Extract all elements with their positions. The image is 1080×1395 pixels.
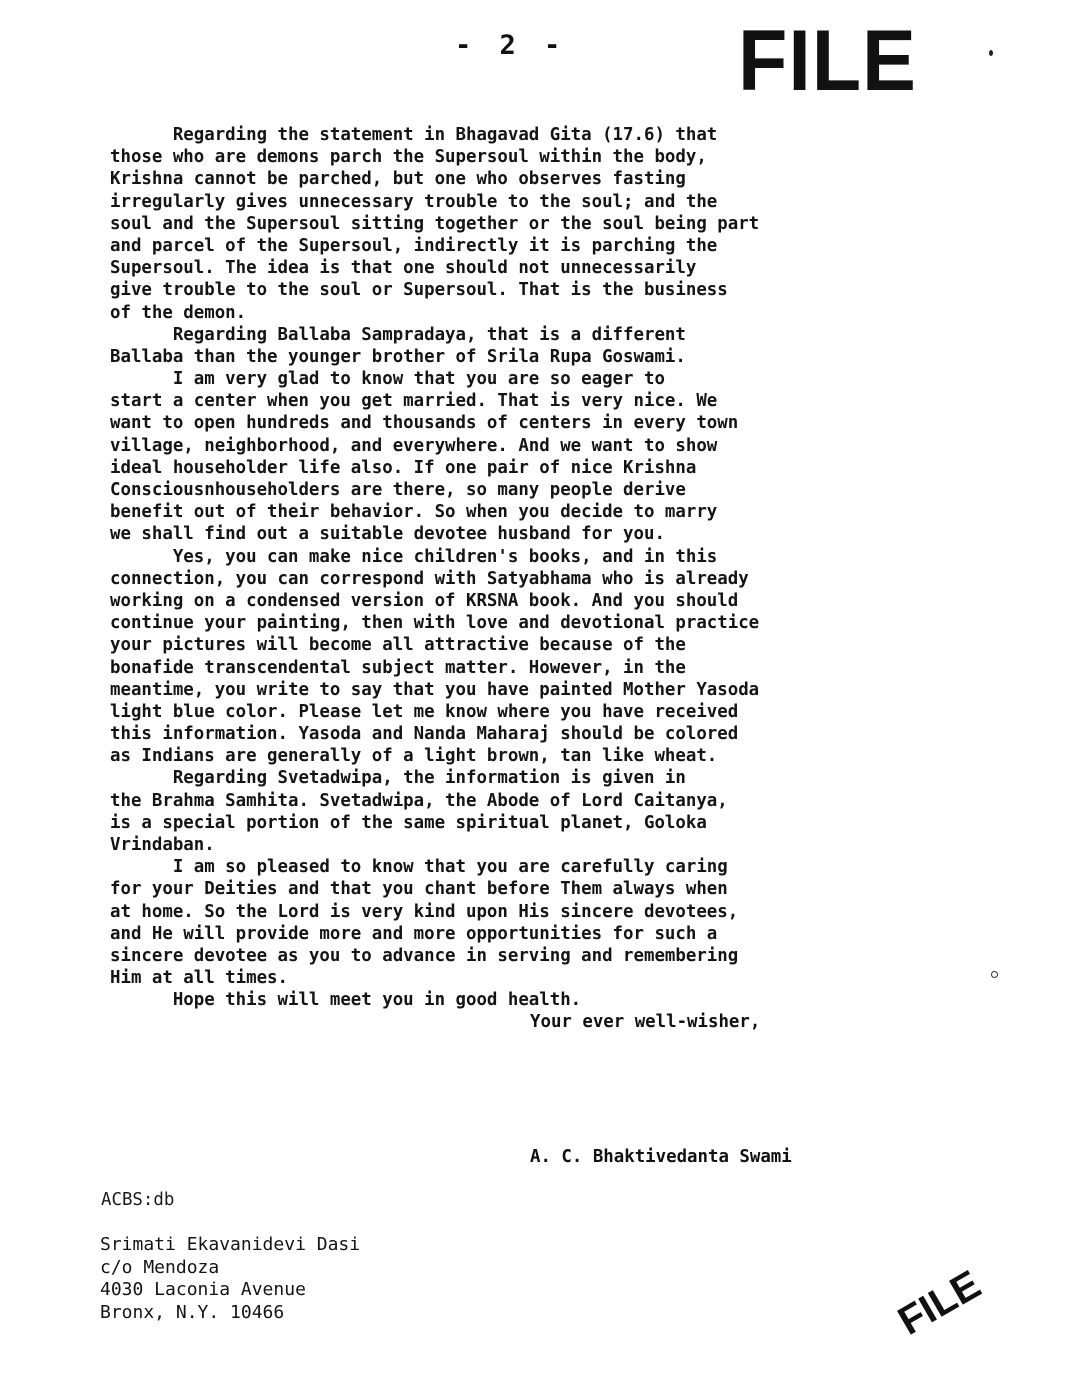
body-line: meantime, you write to say that you have painted Mother Yasoda	[110, 679, 760, 700]
body-line: soul and the Supersoul sitting together or the soul being part	[110, 213, 760, 234]
file-stamp-top: FILE	[738, 13, 917, 109]
body-line: Supersoul. The idea is that one should not unnecessarily	[110, 258, 697, 279]
body-line: bonafide transcendental subject matter. However, in the	[110, 657, 686, 678]
body-line: of the demon.	[110, 302, 247, 323]
body-line: working on a condensed version of KRSNA book. And you should	[110, 590, 739, 611]
body-line: Krishna cannot be parched, but one who observes fasting	[110, 169, 686, 190]
body-line: Regarding the statement in Bhagavad Gita (17.6) that	[110, 125, 718, 145]
body-line: irregularly gives unnecessary trouble to the soul; and the	[110, 191, 718, 212]
body-line: as Indians are generally of a light brown, tan like wheat.	[110, 746, 718, 767]
body-line: give trouble to the soul or Supersoul. That is the business	[110, 280, 728, 301]
address-line: Srimati Ekavanidevi Dasi	[100, 1234, 361, 1255]
recipient-address	[100, 1234, 360, 1324]
body-line: and He will provide more and more opportunities for such a	[110, 923, 718, 944]
body-line: connection, you can correspond with Satyabhama who is already	[110, 568, 749, 589]
body-line: continue your painting, then with love and devotional practice	[110, 613, 760, 634]
body-line: we shall find out a suitable devotee husband for you.	[110, 524, 665, 545]
speck-mark	[991, 971, 998, 978]
address-line: 4030 Laconia Avenue	[100, 1279, 306, 1300]
body-line: I am so pleased to know that you are carefully caring	[110, 857, 728, 878]
body-line: Regarding Ballaba Sampradaya, that is a different	[110, 324, 686, 345]
typist-initials: ACBS:db	[101, 1190, 175, 1210]
body-line: those who are demons parch the Supersoul within the body,	[110, 147, 707, 168]
page-number: - 2 -	[455, 30, 567, 61]
body-line: sincere devotee as you to advance in serving and remembering	[110, 945, 739, 966]
body-line: start a center when you get married. That is very nice. We	[110, 391, 718, 412]
body-line: Consciousnhouseholders are there, so many people derive	[110, 480, 686, 500]
body-line: Ballaba than the younger brother of Srila Rupa Goswami.	[110, 346, 686, 367]
body-line: this information. Yasoda and Nanda Maharaj should be colored	[110, 724, 739, 745]
body-line: village, neighborhood, and everywhere. And we want to show	[110, 435, 718, 456]
address-line: Bronx, N.Y. 10466	[100, 1301, 285, 1323]
file-stamp-bottom: FILE	[891, 1262, 989, 1344]
body-line: want to open hundreds and thousands of centers in every town	[110, 413, 739, 434]
signature-name: A. C. Bhaktivedanta Swami	[530, 1147, 792, 1167]
body-line: ideal householder life also. If one pair of nice Krishna	[110, 457, 697, 478]
letter-body	[110, 124, 970, 1012]
speck-mark	[989, 50, 993, 56]
body-line: Regarding Svetadwipa, the information is given in	[110, 768, 686, 789]
body-line: I am very glad to know that you are so eager to	[110, 369, 665, 390]
body-line: is a special portion of the same spiritual planet, Goloka	[110, 812, 707, 833]
body-line: Vrindaban.	[110, 835, 215, 855]
body-line: the Brahma Samhita. Svetadwipa, the Abode of Lord Caitanya,	[110, 790, 728, 811]
body-line: benefit out of their behavior. So when you decide to marry	[110, 502, 718, 523]
closing-line: Your ever well-wisher,	[530, 1012, 761, 1032]
address-line: c/o Mendoza	[100, 1256, 220, 1278]
body-line: at home. So the Lord is very kind upon His sincere devotees,	[110, 901, 739, 922]
body-line: Hope this will meet you in good health.	[110, 990, 582, 1011]
body-line: for your Deities and that you chant before Them always when	[110, 879, 728, 900]
body-line: Yes, you can make nice children's books, and in this	[110, 546, 718, 567]
body-line: your pictures will become all attractive because of the	[110, 635, 686, 656]
body-line: light blue color. Please let me know where you have received	[110, 701, 739, 722]
body-line: Him at all times.	[110, 968, 288, 989]
body-line: and parcel of the Supersoul, indirectly it is parching the	[110, 235, 718, 256]
